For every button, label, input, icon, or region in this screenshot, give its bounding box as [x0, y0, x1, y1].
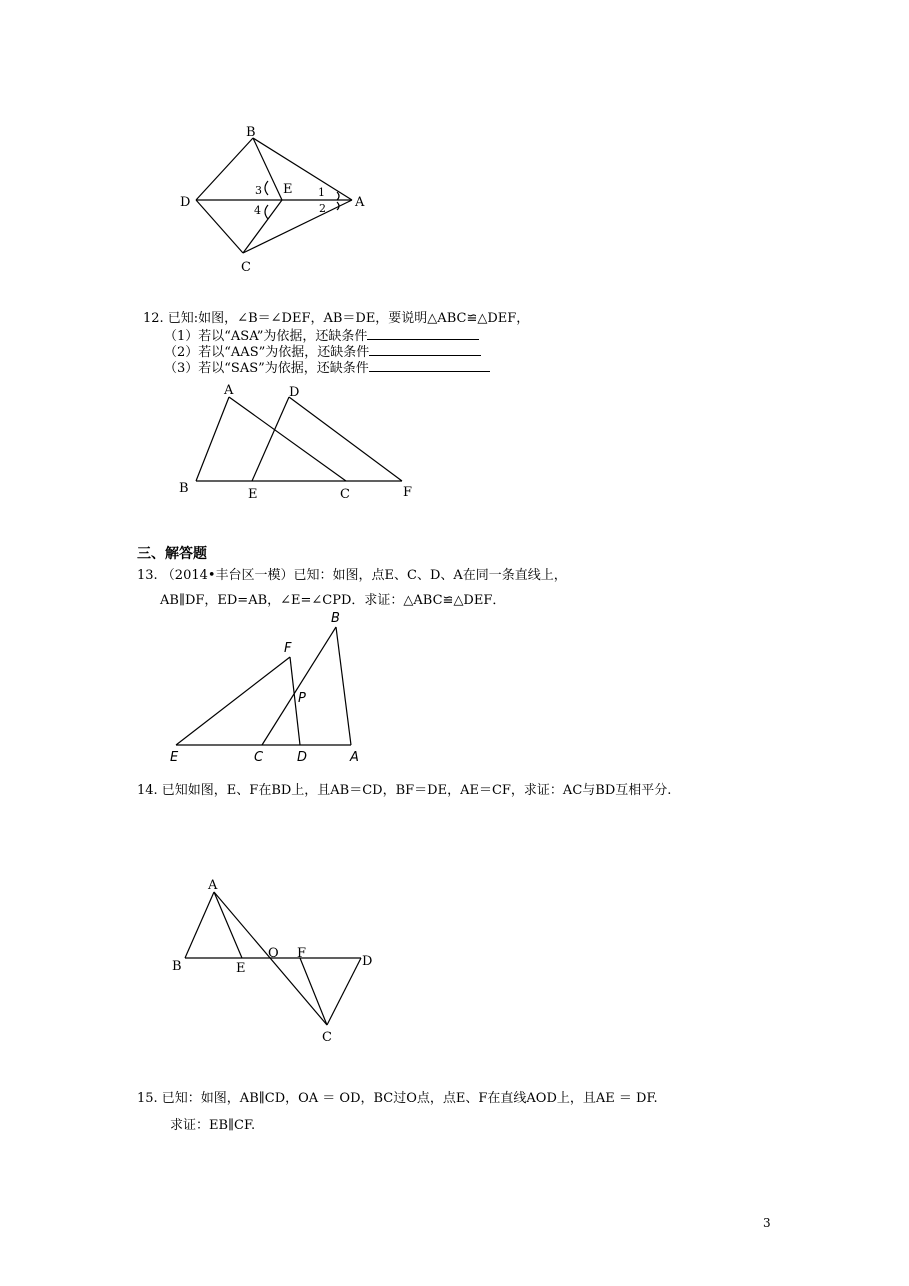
- angle-4: 4: [254, 204, 261, 217]
- q12-part1-text: （1）若以“ASA”为依据，还缺条件: [164, 329, 368, 344]
- angle-1: 1: [318, 186, 325, 199]
- q13-line1: 13. （2014•丰台区一模）已知：如图，点E、C、D、A在同一条直线上，: [137, 568, 567, 583]
- label-P: P: [298, 691, 306, 706]
- label-E: E: [248, 487, 258, 502]
- q13-line2: AB∥DF，ED=AB，∠E=∠CPD．求证：△ABC≌△DEF．: [160, 593, 506, 608]
- q15-line2: 求证：EB∥CF.: [170, 1118, 256, 1133]
- label-C: C: [340, 487, 350, 502]
- label-C: C: [322, 1030, 332, 1045]
- label-E: E: [170, 750, 179, 765]
- section-heading: 三、解答题: [137, 546, 207, 562]
- label-E: E: [283, 182, 293, 197]
- label-D: D: [289, 385, 300, 400]
- label-A: A: [355, 195, 365, 210]
- label-B: B: [246, 125, 256, 140]
- label-A: A: [350, 750, 359, 765]
- label-B: B: [179, 481, 189, 496]
- label-D: D: [180, 195, 191, 210]
- label-A: A: [208, 878, 218, 893]
- angle-3: 3: [255, 184, 262, 197]
- angle-2: 2: [319, 202, 326, 215]
- q15-line1: 15. 已知：如图，AB∥CD，OA ＝ OD，BC过O点，点E、F在直线AOD上，且AE ＝ DF.: [137, 1091, 658, 1106]
- label-F: F: [403, 485, 413, 500]
- label-C: C: [241, 260, 251, 275]
- q14-line1: 14. 已知如图，E、F在BD上，且AB＝CD，BF＝DE，AE＝CF，求证：AC与BD互相平分.: [137, 783, 672, 798]
- label-D: D: [297, 750, 308, 765]
- label-O: O: [268, 946, 279, 961]
- label-F: F: [284, 641, 292, 656]
- page-number: 3: [763, 1216, 771, 1230]
- label-A: A: [224, 383, 234, 398]
- q12-stem: 12. 已知:如图，∠B＝∠DEF，AB＝DE，要说明△ABC≌△DEF，: [143, 311, 530, 326]
- q12-part2-text: （2）若以“AAS”为依据，还缺条件: [164, 345, 370, 360]
- label-B: B: [172, 959, 182, 974]
- label-D: D: [362, 954, 373, 969]
- label-F: F: [297, 946, 307, 961]
- label-E: E: [236, 961, 246, 976]
- q12-part3-text: （3）若以“SAS”为依据，还缺条件: [164, 361, 369, 376]
- label-B: B: [331, 611, 340, 626]
- label-C: C: [254, 750, 264, 765]
